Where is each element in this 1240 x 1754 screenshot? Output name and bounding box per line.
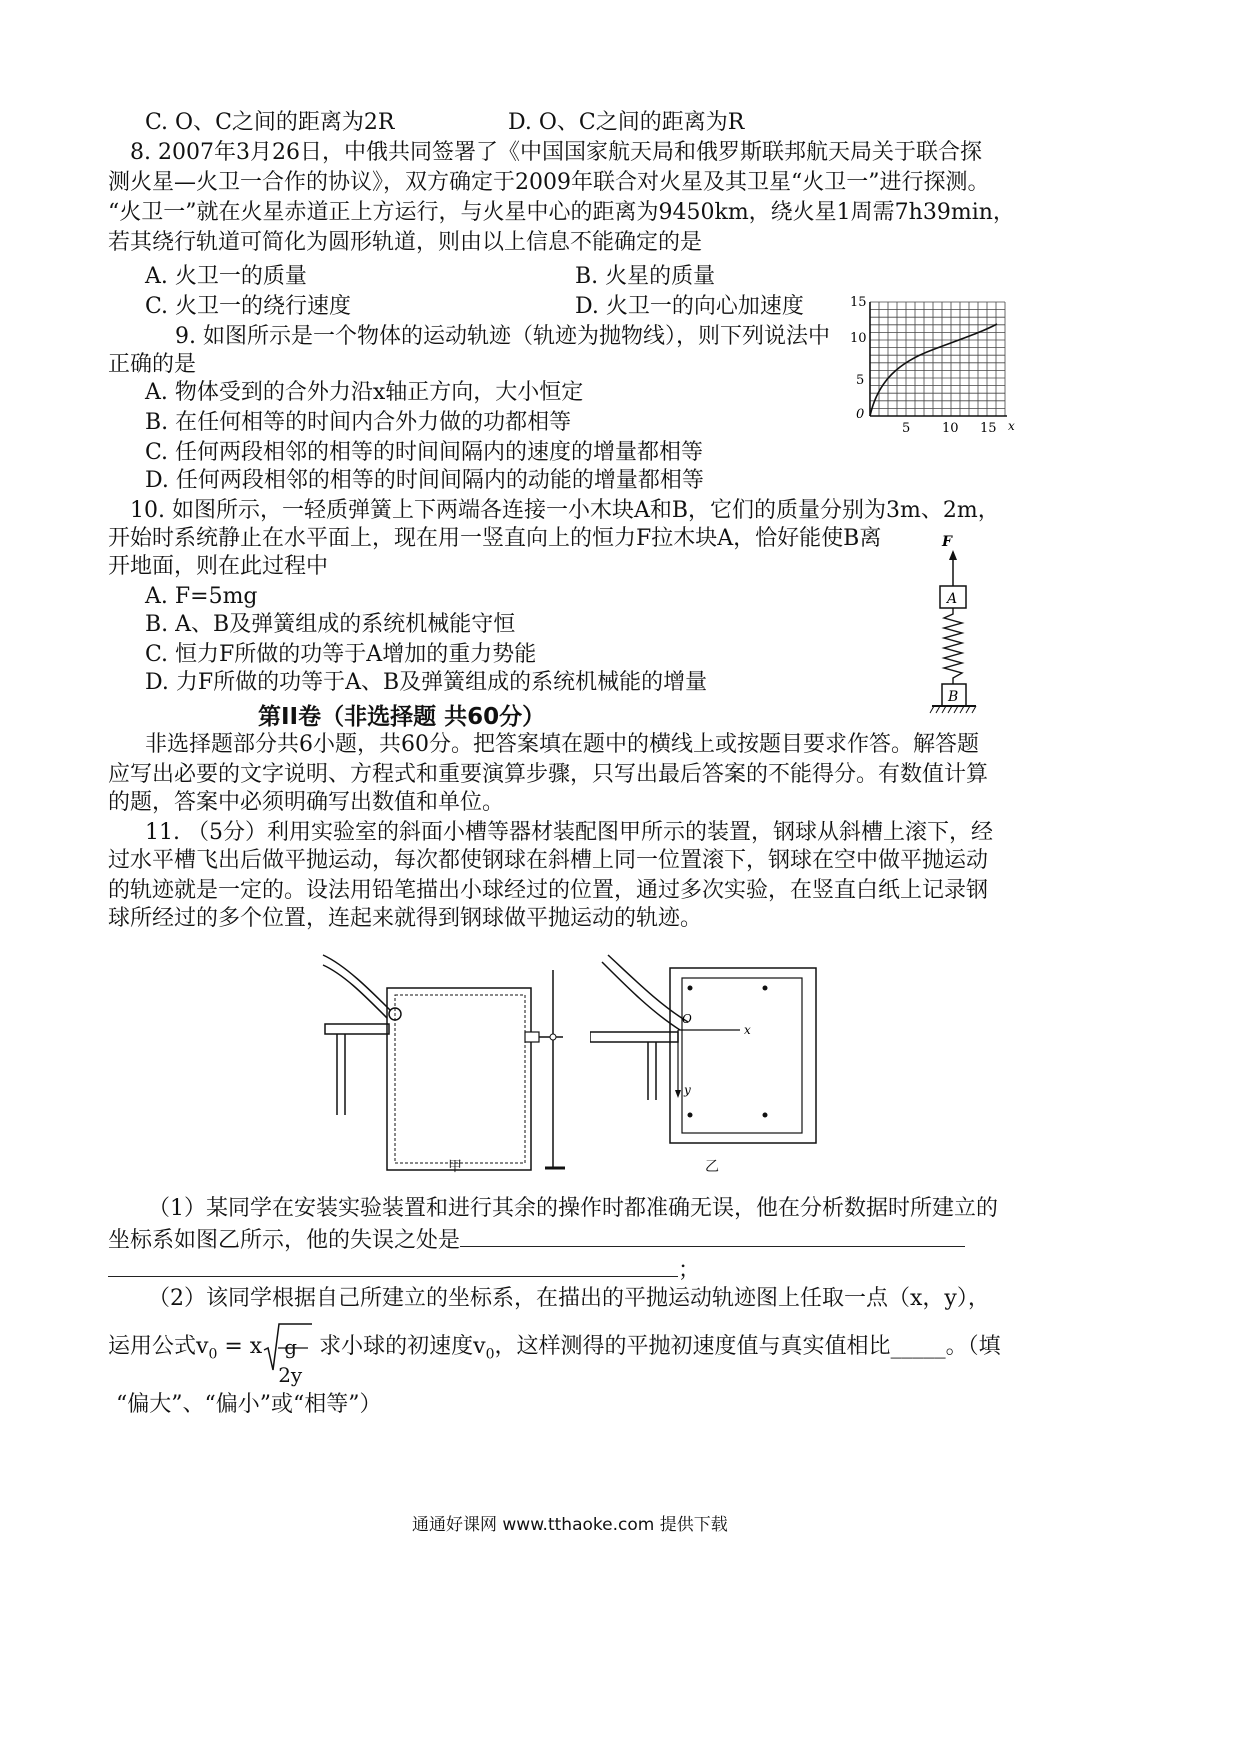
table-top: [590, 1032, 678, 1042]
y-tick-5: 5: [856, 373, 865, 388]
q8-option-d: D. 火卫一的向心加速度: [575, 294, 804, 319]
q7-option-c: C. O、C之间的距离为2R: [145, 110, 395, 135]
formula-subscript-0: 0: [208, 1346, 218, 1363]
q10-option-c: C. 恒力F所做的功等于A增加的重力势能: [145, 642, 537, 667]
x-axis-label: x: [744, 1023, 751, 1037]
q8-text-line-3: “火卫一”就在火星赤道正上方运行，与火星中心的距离为9450km，绕火星1周需7h39min，: [108, 200, 1015, 225]
figure-yi-label: 乙: [705, 1159, 719, 1175]
y-axis-label: y: [684, 1083, 691, 1097]
q11-sub2-line-1: （2）该同学根据自己所建立的坐标系，在描出的平抛运动轨迹图上任取一点（x，y），: [148, 1286, 990, 1311]
q8-text-line-1: 8. 2007年3月26日，中俄共同签署了《中国国家航天局和俄罗斯联邦航天局关于联合探: [130, 140, 982, 165]
q8-option-c: C. 火卫一的绕行速度: [145, 294, 352, 319]
board: [387, 988, 531, 1170]
answer-blank-1a[interactable]: [460, 1224, 965, 1247]
section-2-text-line-2: 应写出必要的文字说明、方程式和重要演算步骤，只写出最后答案的不能得分。有数值计算: [108, 762, 989, 787]
formula-eq: = x: [217, 1334, 263, 1359]
section-2-text-line-1: 非选择题部分共6小题，共60分。把答案填在题中的横线上或按题目要求作答。解答题: [145, 732, 979, 757]
q9-text-line-2: 正确的是: [108, 352, 197, 377]
formula-text-mid: 求小球的初速度v: [312, 1334, 486, 1359]
section-2-title: 第II卷（非选择题 共60分）: [258, 704, 546, 730]
q10-option-b: B. A、B及弹簧组成的系统机械能守恒: [145, 612, 516, 637]
x-tick-5: 5: [902, 421, 911, 434]
q11-text-line-4: 球所经过的多个位置，连起来就得到钢球做平抛运动的轨迹。: [108, 906, 703, 931]
q10-option-a: A. F=5mg: [145, 584, 258, 609]
q11-text-line-3: 的轨迹就是一定的。设法用铅笔描出小球经过的位置，通过多次实验，在竖直白纸上记录钢: [108, 878, 989, 903]
q9-option-a: A. 物体受到的合外力沿x轴正方向，大小恒定: [145, 380, 584, 405]
q11-sub1-line-3: [108, 1254, 700, 1286]
q8-text-line-4: 若其绕行轨道可简化为圆形轨道，则由以上信息不能确定的是: [108, 230, 703, 255]
y-tick-10: 10: [850, 331, 867, 346]
white-paper: [395, 995, 525, 1163]
q11-text-line-1: 11. （5分）利用实验室的斜面小槽等器材装配图甲所示的装置，钢球从斜槽上滚下，经: [145, 820, 993, 845]
q8-option-b: B. 火星的质量: [575, 264, 716, 289]
q11-sub2-tail: 。（填: [945, 1334, 1001, 1359]
q10-option-d: D. 力F所做的功等于A、B及弹簧组成的系统机械能的增量: [145, 670, 708, 695]
q9-option-b: B. 在任何相等的时间内合外力做的功都相等: [145, 410, 572, 435]
formula-g: g: [284, 1335, 297, 1359]
x-tick-15: 15: [980, 421, 997, 434]
q10-text-line-3: 开地面，则在此过程中: [108, 554, 329, 579]
y-tick-15: 15: [850, 295, 867, 310]
q11-sub1-text: 坐标系如图乙所示，他的失误之处是: [108, 1228, 461, 1253]
q11-sub2-mid2: ，这样测得的平抛初速度值与真实值相比: [494, 1334, 891, 1359]
force-label: F: [942, 534, 952, 550]
white-paper: [682, 978, 802, 1133]
q11-sub1-line-2: [108, 1224, 965, 1256]
q9-option-d: D. 任何两段相邻的相等的时间间隔内的动能的增量都相等: [145, 468, 704, 493]
block-b-label: B: [948, 689, 959, 705]
spring-icon: [944, 608, 962, 684]
section-2-text-line-3: 的题，答案中必须明确写出数值和单位。: [108, 790, 505, 815]
q8-text-line-2: 测火星—火卫一合作的协议》，双方确定于2009年联合对火星及其卫星“火卫一”进行探测。: [108, 170, 990, 195]
footer-source: 通通好课网 www.tthaoke.com 提供下载: [412, 1515, 728, 1535]
block-a-label: A: [947, 591, 958, 607]
answer-blank-2[interactable]: _____: [890, 1334, 946, 1359]
board: [670, 968, 816, 1143]
q11-text-line-2: 过水平槽飞出后做平抛运动，每次都使钢球在斜槽上同一位置滚下，钢球在空中做平抛运动: [108, 848, 989, 873]
q8-option-a: A. 火卫一的质量: [145, 264, 307, 289]
formula-v: 运用公式v: [108, 1334, 209, 1359]
q10-spring-figure: [920, 528, 986, 718]
v0-subscript: 0: [485, 1346, 495, 1363]
q7-option-d: D. O、C之间的距离为R: [508, 110, 745, 135]
origin-label: 0: [856, 407, 865, 422]
q10-text-line-2: 开始时系统静止在水平面上，现在用一竖直向上的恒力F拉木块A，恰好能使B离: [108, 526, 882, 551]
formula-2y: 2y: [278, 1363, 303, 1387]
q11-sub1-end: ；: [678, 1258, 701, 1283]
figure-jia-label: 甲: [448, 1159, 462, 1175]
q11-sub1-line-1: （1）某同学在安装实验装置和进行其余的操作时都准确无误，他在分析数据时所建立的: [148, 1196, 998, 1221]
q9-trajectory-graph: [842, 292, 1022, 434]
sqrt-fraction: [262, 1320, 312, 1387]
figure-jia-apparatus: [315, 940, 615, 1180]
x-axis-label: x: [1008, 419, 1015, 433]
x-tick-10: 10: [942, 421, 959, 434]
q11-sub2-line-3: “偏大”、“偏小”或“相等”）: [116, 1392, 382, 1417]
origin-label: O: [682, 1012, 692, 1026]
answer-blank-1b[interactable]: [108, 1254, 678, 1277]
q9-text-line-1: 9. 如图所示是一个物体的运动轨迹（轨迹为抛物线），则下列说法中: [175, 324, 830, 349]
q10-text-line-1: 10. 如图所示，一轻质弹簧上下两端各连接一小木块A和B，它们的质量分别为3m、2m，: [130, 498, 1000, 523]
q9-option-c: C. 任何两段相邻的相等的时间间隔内的速度的增量都相等: [145, 440, 704, 465]
figure-yi-coordinate: [590, 950, 830, 1150]
q11-sub2-line-2: [108, 1320, 1001, 1387]
table-top: [325, 1024, 389, 1034]
